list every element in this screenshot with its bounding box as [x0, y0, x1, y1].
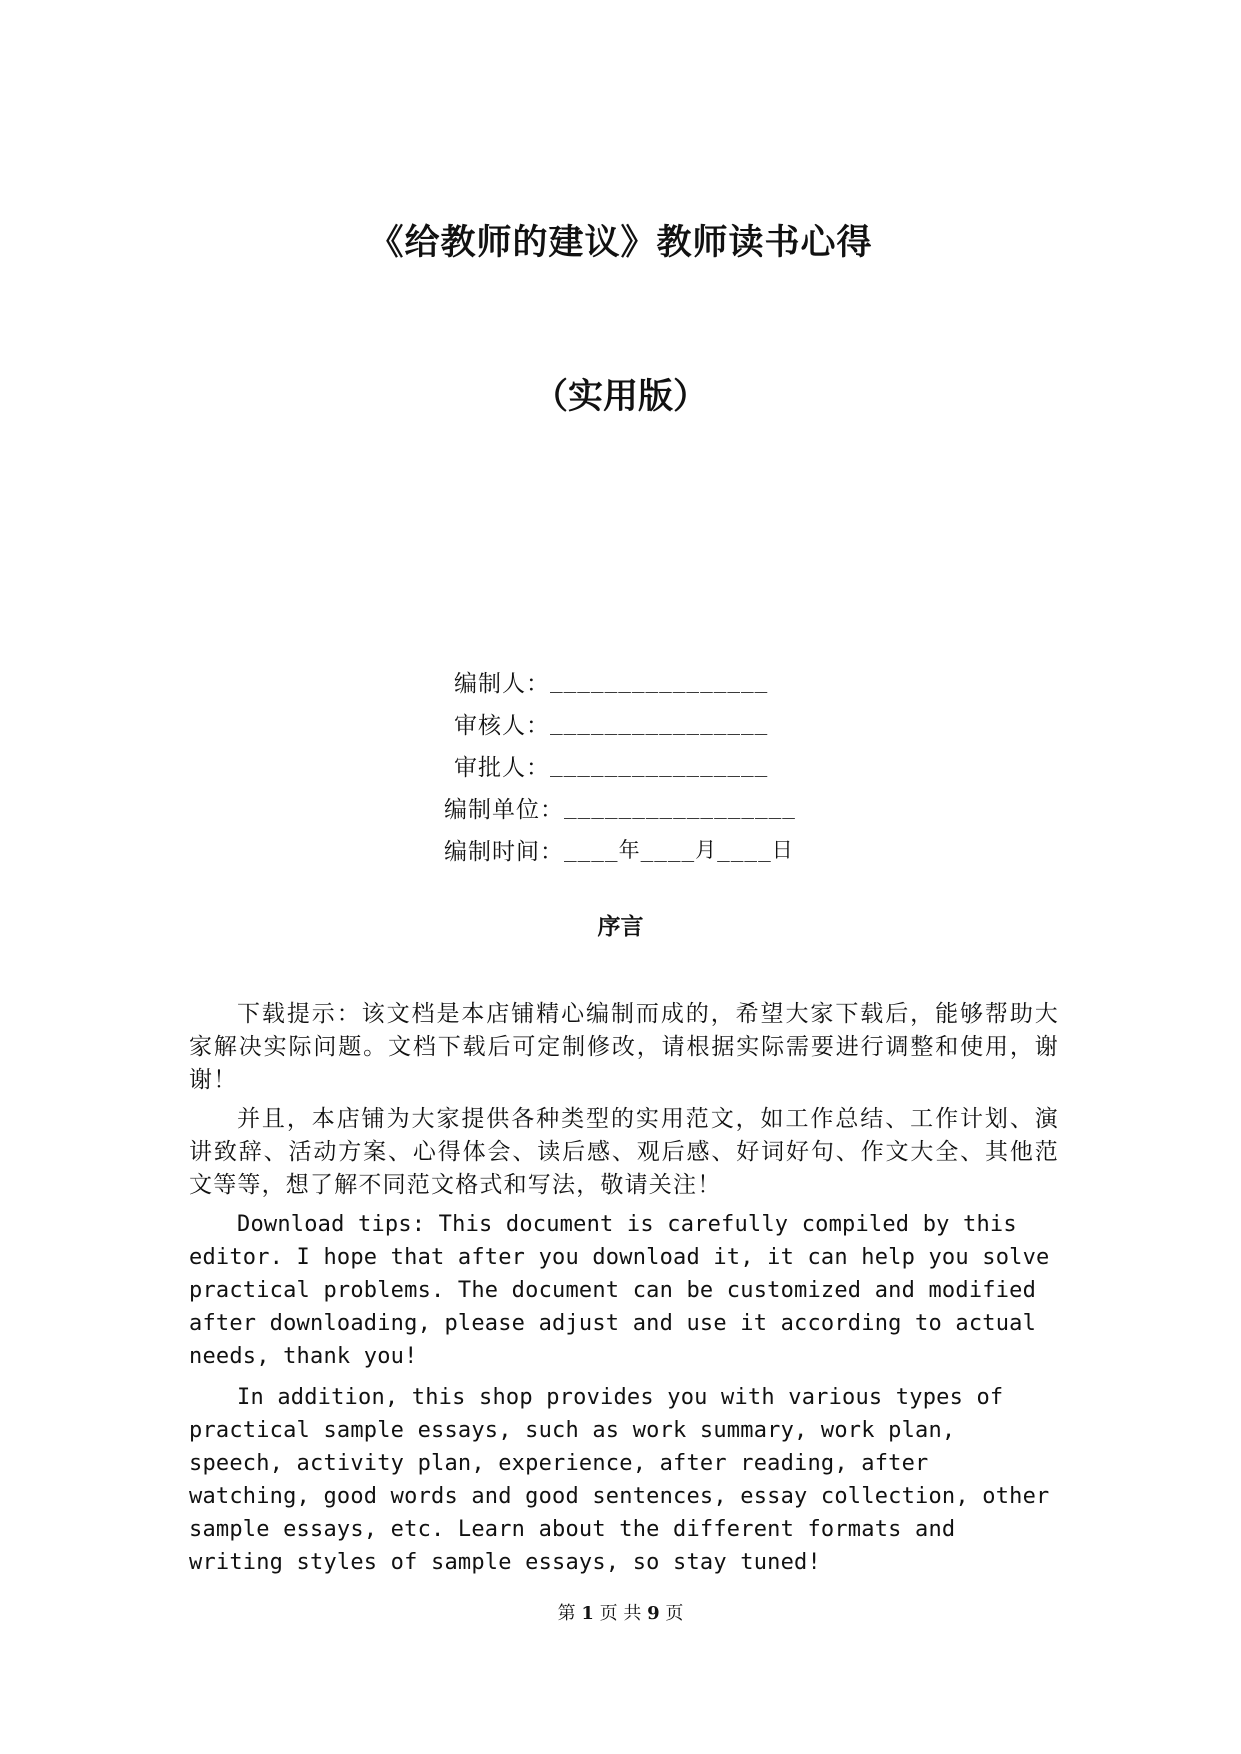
page-footer [0, 1602, 1241, 1626]
approver-row [440, 744, 860, 786]
preface-paragraph-cn-2: 并且，本店铺为大家提供各种类型的实用范文，如工作总结、工作计划、演讲致辞、活动方案、心得体会、读后感、观后感、好词好句、作文大全、其他范文等等，想了解不同范文格式和写法，敬请关注！ [189, 1106, 1059, 1198]
time-label: 编制时间： [444, 838, 564, 865]
preface-paragraph-en-1: Download tips: This document is carefully compiled by this editor. I hope that after you download it, it can help you solve practical problems. The document can be customized and modified after downloading, please adjust and use it according to actual needs, thank you! [189, 1212, 1050, 1369]
preface-paragraph-cn-1: 下载提示：该文档是本店铺精心编制而成的，希望大家下载后，能够帮助大家解决实际问题。文档下载后可定制修改，请根据实际需要进行调整和使用，谢谢！ [189, 1001, 1059, 1093]
approval-form [440, 660, 860, 870]
unit-label: 编制单位： [444, 796, 564, 823]
reviewer-row [440, 702, 860, 744]
footer-prefix: 第 [557, 1603, 576, 1624]
compiler-label: 编制人： [454, 670, 550, 697]
footer-current-page: 1 [581, 1603, 594, 1624]
reviewer-label: 审核人： [454, 712, 550, 739]
time-row [440, 828, 860, 870]
compiler-row [440, 660, 860, 702]
approver-label: 审批人： [454, 754, 550, 781]
footer-middle: 页 共 [599, 1603, 642, 1624]
footer-total-pages: 9 [647, 1603, 660, 1624]
document-subtitle: （实用版） [532, 377, 708, 417]
unit-row [440, 786, 860, 828]
preface-body [189, 998, 1059, 1587]
document-title: 《给教师的建议》教师读书心得 [368, 223, 873, 263]
approver-blank: ________________ [550, 753, 769, 777]
time-blank: ____年____月____日 [564, 838, 794, 862]
unit-blank: _________________ [564, 795, 796, 819]
reviewer-blank: ________________ [550, 711, 769, 735]
compiler-blank: ________________ [550, 669, 769, 693]
preface-heading: 序言 [597, 914, 644, 940]
preface-paragraph-en-2: In addition, this shop provides you with various types of practical sample essays, such as work summary, work plan, speech, activity plan, experience, after reading, after watching, good words and good sentences, essay collection, other sample essays, etc. Learn about the different formats and writing styles of sample essays, so stay tuned! [189, 1385, 1050, 1575]
footer-suffix: 页 [665, 1603, 684, 1624]
